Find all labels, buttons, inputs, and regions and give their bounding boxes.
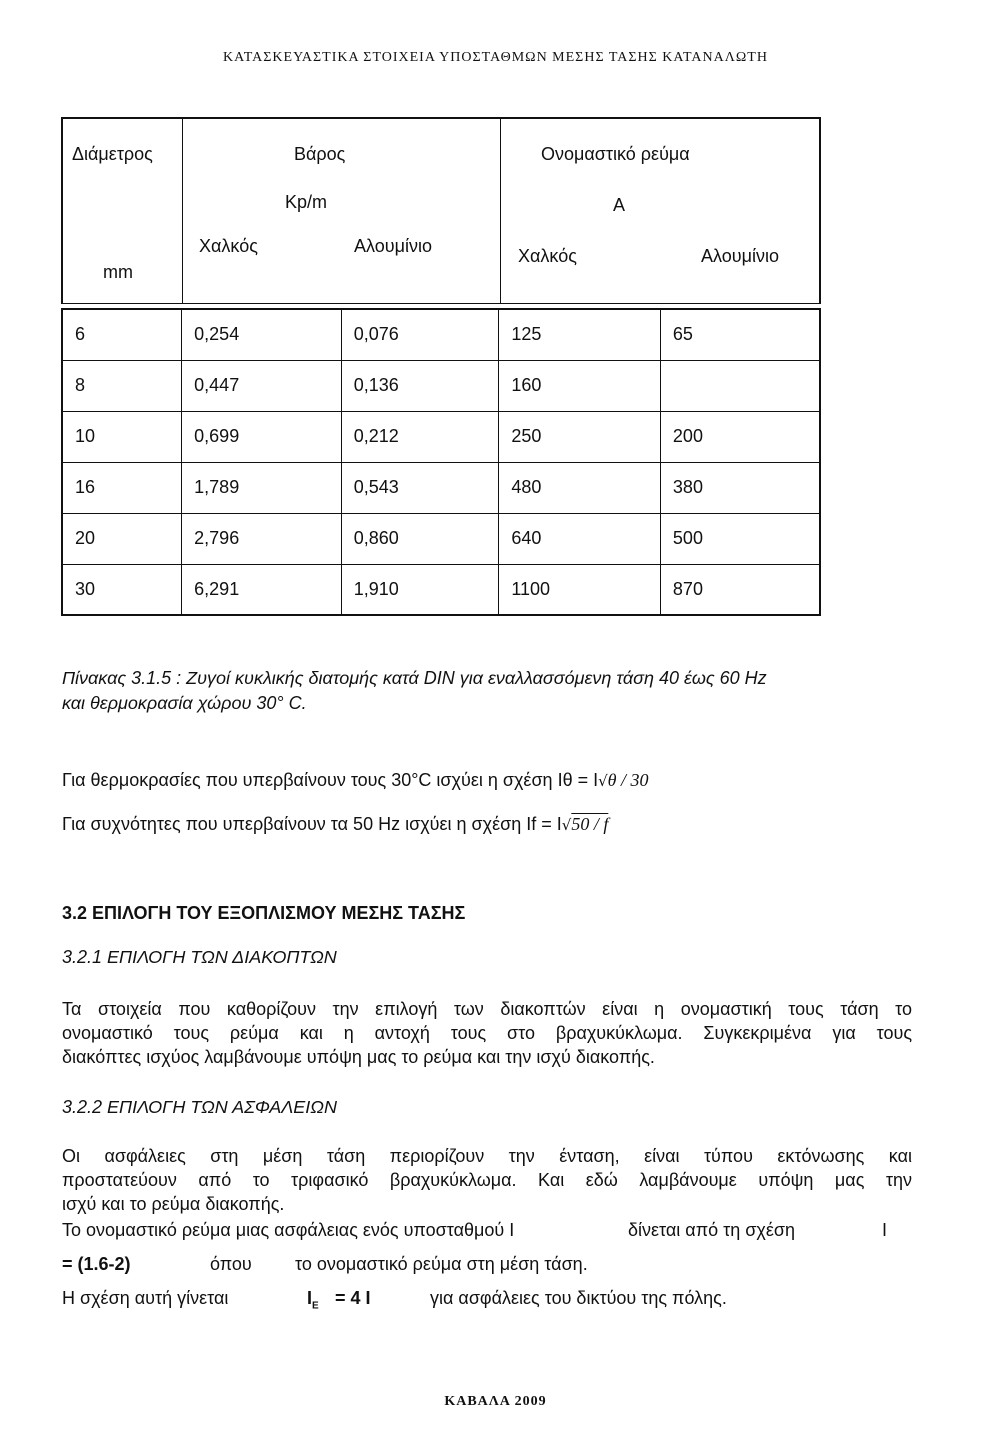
table-cell: 1,910 [341,564,499,615]
table-cell: 0,699 [182,411,342,462]
current-label: Ονομαστικό ρεύμα [541,144,690,164]
subsection-fuses-title: 3.2.2 ΕΠΙΛΟΓΗ ΤΩΝ ΑΣΦΑΛΕΙΩΝ [62,1097,337,1117]
table-cell: 20 [62,513,182,564]
table-row [62,360,820,411]
temperature-formula-text: Για θερμοκρασίες που υπερβαίνουν τους 30°C ισχύει η σχέση Ιθ = Ι [62,770,599,790]
fuses-line-3: ισχύ και το ρεύμα διακοπής. [62,1194,285,1214]
sqrt-symbol: √ [561,816,572,834]
caption-line-1: Πίνακας 3.1.5 : Ζυγοί κυκλικής διατομής κατά DIN για εναλλασσόμενη τάση 40 έως 60 Hz [62,668,767,688]
frequency-formula [62,812,608,837]
temperature-formula-expr: θ / 30 [607,770,649,790]
table-cell: 6,291 [182,564,342,615]
switches-line-1: Τα στοιχεία που καθορίζουν την επιλογή των διακοπτών είναι η ονομαστική τους τάση το [62,999,912,1019]
table-cell: 0,543 [341,462,499,513]
table-cell: 0,254 [182,309,342,360]
table-cell: 380 [660,462,820,513]
fuse-line3-symbol [307,1286,319,1319]
table-cell: 640 [499,513,661,564]
table-cell: 0,136 [341,360,499,411]
frequency-formula-text: Για συχνότητες που υπερβαίνουν τα 50 Hz ισχύει η σχέση If = Ι [62,814,562,834]
fuse-current-line-1 [62,1218,912,1242]
fuse-line3-scope: για ασφάλειες του δικτύου της πόλης. [430,1288,727,1308]
fuse-line3-text: Η σχέση αυτή γίνεται [62,1288,229,1308]
table-cell: 16 [62,462,182,513]
fuses-line-2: προστατεύουν από το τριφασικό βραχυκύκλωμα. Και εδώ λαμβάνουμε υπόψη μας την [62,1170,912,1190]
table-row [62,462,820,513]
temperature-formula [62,768,649,793]
current-copper-label: Χαλκός [518,246,577,266]
fuse-line1-relation: δίνεται από τη σχέση [628,1220,795,1240]
table-cell: 0,860 [341,513,499,564]
header-divider-diameter [182,119,183,304]
table-cell: 1,789 [182,462,342,513]
table-row [62,411,820,462]
fuse-line2-factor: = (1.6-2) [62,1254,131,1274]
caption-line-2: και θερμοκρασία χώρου 30° C. [62,693,307,713]
table-cell: 500 [660,513,820,564]
table-row [62,564,820,615]
current-unit: A [613,195,626,215]
fuse-line3-sub: Ε [312,1300,319,1312]
switches-line-3: διακόπτες ισχύος λαμβάνουμε υπόψη μας το ρεύμα και την ισχύ διακοπής. [62,1047,655,1067]
table-caption [62,666,912,716]
diameter-label: Διάμετρος [72,144,153,164]
header-divider-weight [500,119,501,304]
table-cell: 2,796 [182,513,342,564]
table-cell: 0,212 [341,411,499,462]
table-cell: 0,447 [182,360,342,411]
table-cell: 160 [499,360,661,411]
table-cell: 30 [62,564,182,615]
sqrt-symbol: √ [598,772,608,790]
table-cell: 200 [660,411,820,462]
fuses-paragraph [62,1144,912,1216]
table-row [62,513,820,564]
fuse-line1-symbol: Ι [882,1220,888,1240]
table-cell: 250 [499,411,661,462]
page-footer: ΚΑΒΑΛΑ 2009 [444,1394,547,1409]
table-cell: 125 [499,309,661,360]
weight-unit: Kp/m [285,192,328,212]
table-row [62,309,820,360]
weight-aluminium-label: Αλουμίνιο [354,236,432,256]
fuse-line1-text: Το ονομαστικό ρεύμα μιας ασφάλειας ενός υποσταθμού Ι [62,1220,515,1240]
current-aluminium-label: Αλουμίνιο [701,246,779,266]
switches-line-2: ονομαστικό τους ρεύμα και η αντοχή τους στο βραχυκύκλωμα. Συγκεκριμένα για τους [62,1023,912,1043]
diameter-unit: mm [103,262,133,282]
table-cell: 870 [660,564,820,615]
weight-label: Βάρος [294,144,346,164]
busbar-table [61,308,821,616]
table-cell: 65 [660,309,820,360]
weight-copper-label: Χαλκός [199,236,258,256]
table-header [61,117,821,304]
fuses-line-1: Οι ασφάλειες στη μέση τάση περιορίζουν την ένταση, είναι τύπου εκτόνωσης και [62,1146,912,1166]
switches-paragraph [62,997,912,1069]
fuse-current-line-2 [62,1252,912,1276]
fuse-line2-text: το ονομαστικό ρεύμα στη μέση τάση. [295,1254,588,1274]
frequency-formula-expr: 50 / f [571,814,609,834]
page-header: ΚΑΤΑΣΚΕΥΑΣΤΙΚΑ ΣΤΟΙΧΕΙΑ ΥΠΟΣΤΑΘΜΩΝ ΜΕΣΗΣ ΤΑΣΗΣ ΚΑΤΑΝΑΛΩΤΗ [223,50,768,65]
table-cell: 8 [62,360,182,411]
fuse-line3-i: Ι [307,1288,313,1308]
section-title: 3.2 ΕΠΙΛΟΓΗ ΤΟΥ ΕΞΟΠΛΙΣΜΟΥ ΜΕΣΗΣ ΤΑΣΗΣ [62,903,466,923]
table-cell: 480 [499,462,661,513]
table-cell: 0,076 [341,309,499,360]
table-cell: 6 [62,309,182,360]
fuse-current-line-3 [62,1286,912,1310]
fuse-line2-where: όπου [210,1254,252,1274]
table-cell: 10 [62,411,182,462]
table-cell [660,360,820,411]
table-cell: 1100 [499,564,661,615]
subsection-switches-title: 3.2.1 ΕΠΙΛΟΓΗ ΤΩΝ ΔΙΑΚΟΠΤΩΝ [62,947,337,967]
fuse-line3-relation: = 4 Ι [335,1288,371,1308]
